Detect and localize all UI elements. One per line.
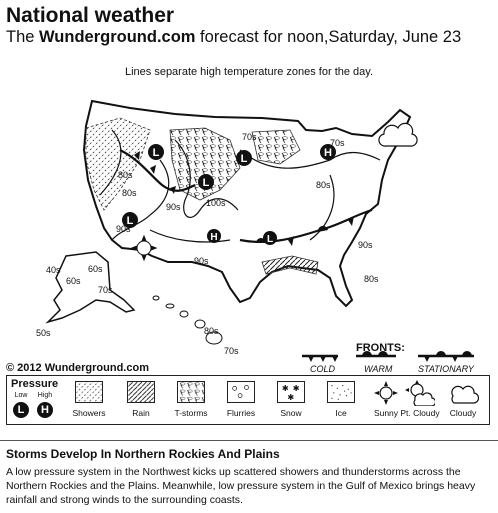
map-subtitle: The Wunderground.com forecast for noon,Saturday, June 23 — [6, 28, 462, 46]
showers-swatch-icon — [75, 381, 103, 403]
svg-text:✱: ✱ — [281, 383, 289, 394]
low-pressure-label: Low — [14, 392, 28, 399]
ice-swatch-icon — [327, 381, 355, 403]
svg-text:80s: 80s — [364, 274, 379, 284]
svg-text:80s: 80s — [316, 180, 331, 190]
partly-cloudy-icon — [405, 380, 435, 406]
cold-front-symbol — [302, 356, 338, 362]
rain-swatch-icon — [127, 381, 155, 403]
cloudy-icon — [447, 380, 479, 406]
hawaii-islands — [153, 296, 222, 344]
pressure-legend-title: Pressure — [11, 378, 59, 390]
tstorms-swatch-icon — [177, 381, 205, 403]
svg-text:60s: 60s — [66, 276, 81, 286]
legend-label-flurries: Flurries — [226, 408, 256, 418]
flurries-swatch-icon — [227, 381, 255, 403]
story-panel — [0, 440, 498, 513]
legend-label-cloudy: Cloudy — [449, 408, 477, 418]
stationary-front-symbol — [418, 351, 474, 362]
low-pressure-symbol: L — [13, 402, 29, 418]
svg-text:L: L — [266, 234, 274, 245]
svg-text:80s: 80s — [122, 188, 137, 198]
svg-text:70s: 70s — [242, 132, 257, 142]
legend-label-showers: Showers — [72, 408, 106, 418]
svg-text:L: L — [126, 215, 134, 227]
svg-text:90s: 90s — [116, 224, 131, 234]
pressure-center-low-gulf — [263, 231, 277, 245]
svg-text:100s: 100s — [206, 198, 226, 208]
legend-label-tstorms: T-storms — [174, 408, 208, 418]
svg-text:✱: ✱ — [292, 383, 300, 394]
alaska-outline — [48, 252, 134, 322]
weather-legend — [6, 375, 490, 425]
svg-text:70s: 70s — [98, 285, 113, 295]
svg-text:L: L — [240, 153, 248, 165]
fronts-legend-title: FRONTS: — [356, 342, 405, 354]
story-headline: Storms Develop In Northern Rockies And Plains — [6, 447, 280, 461]
svg-text:L: L — [202, 177, 210, 189]
warm-front-label: WARM — [364, 364, 393, 374]
svg-text:90s: 90s — [358, 240, 373, 250]
snow-swatch-icon — [277, 381, 305, 403]
svg-text:L: L — [152, 147, 160, 159]
svg-text:H: H — [324, 147, 332, 159]
svg-text:50s: 50s — [36, 328, 51, 338]
map-caption: Lines separate high temperature zones for the day. — [124, 66, 374, 78]
sunny-icon — [373, 380, 399, 406]
svg-text:40s: 40s — [46, 265, 61, 275]
legend-label-rain: Rain — [132, 408, 150, 418]
legend-label-sunny: Sunny — [373, 408, 399, 418]
pressure-center-low-north — [236, 150, 252, 166]
legend-label-snow: Snow — [280, 408, 302, 418]
pressure-center-low-nw — [148, 144, 164, 160]
cold-front-label: COLD — [310, 364, 336, 374]
high-pressure-label: High — [37, 392, 53, 399]
story-body-text: A low pressure system in the Northwest kicks up scattered showers and thunderstorms across the Northern Rockies and the Plains. Meanwhile, low pressure system in the Gulf of Mexico brings heavy rainfall and strong winds to the surrounding coasts. — [6, 466, 476, 506]
pressure-center-high-south — [207, 229, 221, 243]
svg-text:✱: ✱ — [287, 392, 295, 403]
svg-text:70s: 70s — [330, 138, 345, 148]
svg-text:90s: 90s — [166, 202, 181, 212]
map-title: National weather — [6, 4, 175, 27]
legend-label-partly-cloudy: Pt. Cloudy — [400, 408, 440, 418]
svg-text:70s: 70s — [224, 346, 239, 356]
copyright-text: © 2012 Wunderground.com — [6, 362, 149, 374]
stationary-front-label: STATIONARY — [418, 364, 474, 374]
svg-text:80s: 80s — [118, 170, 133, 180]
high-pressure-symbol: H — [37, 402, 53, 418]
pressure-center-low-plains — [198, 174, 214, 190]
svg-text:H: H — [210, 232, 218, 243]
svg-text:90s: 90s — [194, 256, 209, 266]
svg-text:80s: 80s — [204, 326, 219, 336]
svg-text:60s: 60s — [88, 264, 103, 274]
legend-label-ice: Ice — [335, 408, 347, 418]
